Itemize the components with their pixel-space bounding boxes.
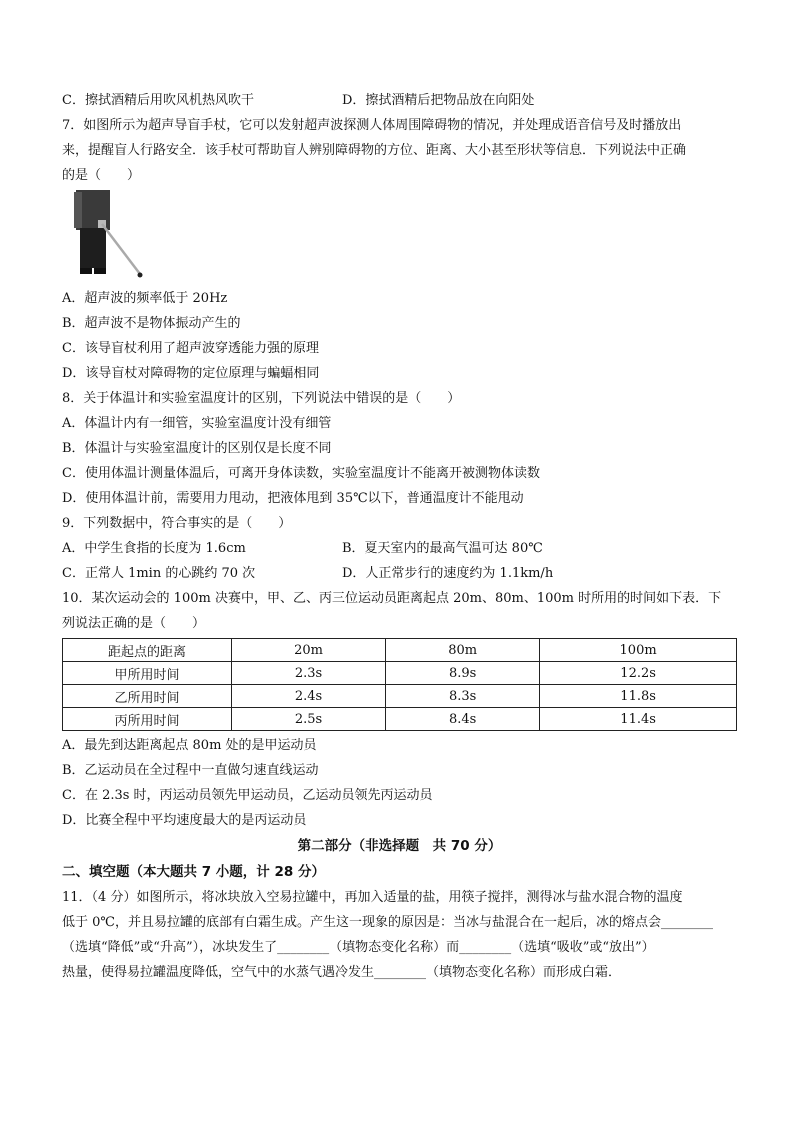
q8-option-a: A．体温计内有一细管，实验室温度计没有细管 [62,416,332,431]
q10-option-c: C．在 2.3s 时，丙运动员领先甲运动员，乙运动员领先丙运动员 [62,788,433,803]
table-cell: 12.2s [540,662,737,685]
q7-stem-line3: 的是（ ） [62,168,141,183]
q11-line1: 11．（4 分）如图所示，将冰块放入空易拉罐中，再加入适量的盐，用筷子搅拌，测得冰与盐水混合物的温度 [62,890,683,905]
table-header-cell: 20m [232,639,386,662]
q7-stem-line2: 来，提醒盲人行路安全．该手杖可帮助盲人辨别障碍物的方位、距离、大小甚至形状等信息．下列说法中正确 [62,143,687,158]
q9-option-b: B．夏天室内的最高气温可达 80℃ [342,541,543,556]
q6-option-c: C．擦拭酒精后用吹风机热风吹干 [62,93,254,108]
q9-stem: 9．下列数据中，符合事实的是（ ） [62,516,292,531]
q8-option-b: B．体温计与实验室温度计的区别仅是长度不同 [62,441,332,456]
table-cell: 8.3s [386,685,540,708]
table-row [63,685,737,708]
q6-option-d: D．擦拭酒精后把物品放在向阳处 [342,93,535,108]
table-cell: 8.9s [386,662,540,685]
race-time-table [62,638,737,731]
q9-options-row1 [62,536,737,561]
exam-page [62,88,737,985]
table-header-cell: 距起点的距离 [63,639,232,662]
q9-option-d: D．人正常步行的速度约为 1.1km/h [342,566,554,581]
table-header-cell: 100m [540,639,737,662]
table-header-row [63,639,737,662]
part2-title: 第二部分（非选择题 共 70 分） [297,838,502,854]
table-row [63,662,737,685]
q9-option-c: C．正常人 1min 的心跳约 70 次 [62,566,256,581]
q10-stem-line1: 10．某次运动会的 100m 决赛中，甲、乙、丙三位运动员距离起点 20m、80m、100m 时所用的时间如下表．下 [62,591,722,606]
table-cell: 2.4s [232,685,386,708]
q8-stem: 8．关于体温计和实验室温度计的区别，下列说法中错误的是（ ） [62,391,461,406]
q10-stem-line2: 列说法正确的是（ ） [62,616,206,631]
table-cell: 丙所用时间 [63,708,232,731]
table-cell: 8.4s [386,708,540,731]
q8-option-d: D．使用体温计前，需要用力甩动，把液体甩到 35℃以下，普通温度计不能甩动 [62,491,524,506]
table-cell: 11.8s [540,685,737,708]
blind-cane-figure [68,190,148,282]
q11-line4: 热量，使得易拉罐温度降低，空气中的水蒸气遇冷发生________（填物态变化名称）而形成白霜． [62,965,622,980]
section-heading: 二、填空题（本大题共 7 小题，计 28 分） [62,864,325,880]
q9-options-row2 [62,561,737,586]
table-cell: 2.3s [232,662,386,685]
q10-option-a: A．最先到达距离起点 80m 处的是甲运动员 [62,738,317,753]
q11-line2: 低于 0℃，并且易拉罐的底部有白霜生成。产生这一现象的原因是：当冰与盐混合在一起后，冰的熔点会________ [62,915,713,930]
q7-option-a: A．超声波的频率低于 20Hz [62,291,228,306]
q8-option-c: C．使用体温计测量体温后，可离开身体读数，实验室温度计不能离开被测物体读数 [62,466,540,481]
q10-option-b: B．乙运动员在全过程中一直做匀速直线运动 [62,763,319,778]
q7-option-c: C．该导盲杖利用了超声波穿透能力强的原理 [62,341,319,356]
table-cell: 2.5s [232,708,386,731]
table-cell: 甲所用时间 [63,662,232,685]
q7-option-d: D．该导盲杖对障碍物的定位原理与蝙蝠相同 [62,366,320,381]
q6-options-row [62,88,737,113]
q7-stem-line1: 7．如图所示为超声导盲手杖，它可以发射超声波探测人体周围障碍物的情况，并处理成语音信号及时播放出 [62,118,682,133]
person-with-cane-icon [68,190,148,282]
table-header-cell: 80m [386,639,540,662]
table-row [63,708,737,731]
q9-option-a: A．中学生食指的长度为 1.6cm [62,541,246,556]
q10-option-d: D．比赛全程中平均速度最大的是丙运动员 [62,813,307,828]
table-cell: 11.4s [540,708,737,731]
q7-option-b: B．超声波不是物体振动产生的 [62,316,241,331]
table-cell: 乙所用时间 [63,685,232,708]
q11-line3: （选填“降低”或“升高”），冰块发生了________（填物态变化名称）而________（选填“吸收”或“放出”） [62,940,655,955]
